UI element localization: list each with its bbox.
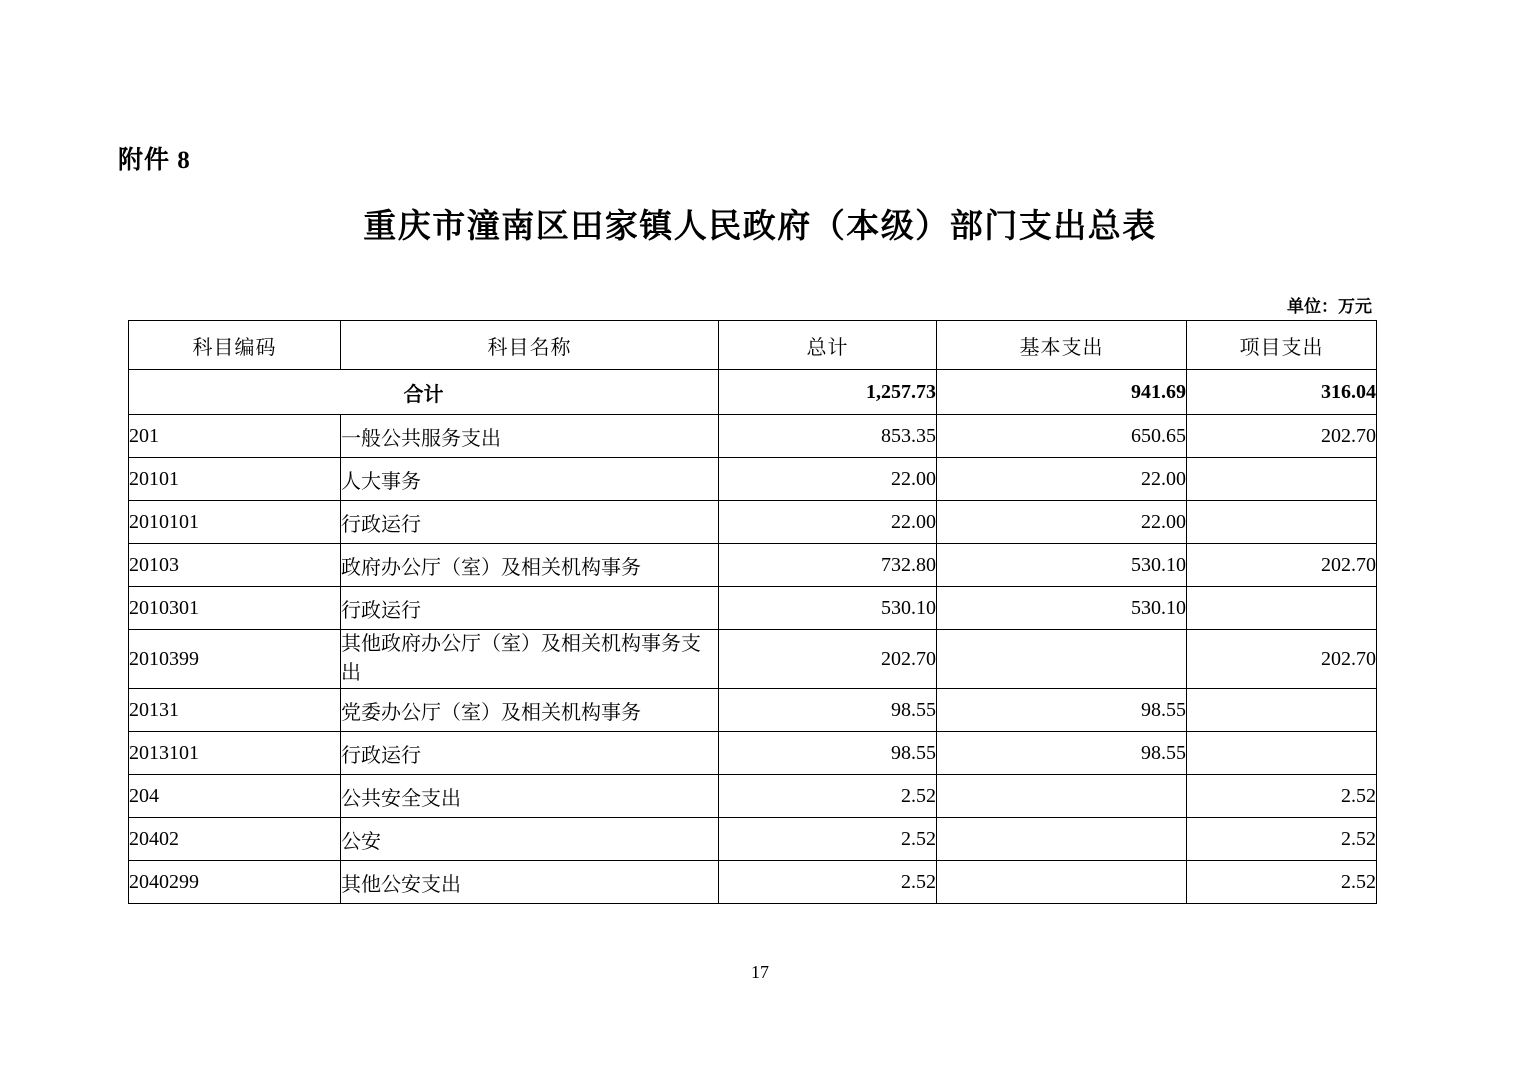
cell-name: 党委办公厅（室）及相关机构事务 xyxy=(341,689,719,732)
column-header-code: 科目编码 xyxy=(129,321,341,370)
cell-code: 204 xyxy=(129,775,341,818)
cell-project xyxy=(1187,587,1377,630)
cell-name: 行政运行 xyxy=(341,501,719,544)
cell-code: 2010399 xyxy=(129,630,341,689)
cell-basic: 650.65 xyxy=(937,415,1187,458)
cell-name: 人大事务 xyxy=(341,458,719,501)
cell-project xyxy=(1187,458,1377,501)
cell-code: 2010101 xyxy=(129,501,341,544)
table-row xyxy=(129,587,1377,630)
table-row xyxy=(129,544,1377,587)
table-row-total xyxy=(129,370,1377,415)
cell-project xyxy=(1187,732,1377,775)
cell-code: 20103 xyxy=(129,544,341,587)
cell-code: 201 xyxy=(129,415,341,458)
cell-basic: 98.55 xyxy=(937,732,1187,775)
page-number: 17 xyxy=(751,962,769,982)
cell-basic: 22.00 xyxy=(937,501,1187,544)
cell-code: 20101 xyxy=(129,458,341,501)
cell-name: 其他政府办公厅（室）及相关机构事务支出 xyxy=(341,630,719,689)
table-row xyxy=(129,861,1377,904)
cell-code: 2040299 xyxy=(129,861,341,904)
cell-basic: 98.55 xyxy=(937,689,1187,732)
cell-total: 732.80 xyxy=(719,544,937,587)
cell-project: 202.70 xyxy=(1187,630,1377,689)
cell-total: 2.52 xyxy=(719,775,937,818)
unit-note: 单位：万元 xyxy=(1287,297,1372,316)
expenditure-table xyxy=(128,320,1377,904)
cell-basic: 22.00 xyxy=(937,458,1187,501)
cell-name: 行政运行 xyxy=(341,587,719,630)
cell-name: 政府办公厅（室）及相关机构事务 xyxy=(341,544,719,587)
cell-project: 2.52 xyxy=(1187,861,1377,904)
table-row xyxy=(129,732,1377,775)
column-header-name: 科目名称 xyxy=(341,321,719,370)
page-title: 重庆市潼南区田家镇人民政府（本级）部门支出总表 xyxy=(363,209,1157,245)
cell-total: 202.70 xyxy=(719,630,937,689)
cell-total: 98.55 xyxy=(719,732,937,775)
total-label: 合计 xyxy=(129,370,719,415)
table-body xyxy=(129,370,1377,904)
cell-name: 一般公共服务支出 xyxy=(341,415,719,458)
table-row xyxy=(129,630,1377,689)
cell-project xyxy=(1187,689,1377,732)
cell-basic: 530.10 xyxy=(937,587,1187,630)
cell-total: 2.52 xyxy=(719,861,937,904)
cell-project: 202.70 xyxy=(1187,544,1377,587)
cell-total: 530.10 xyxy=(719,587,937,630)
cell-code: 2013101 xyxy=(129,732,341,775)
total-project: 316.04 xyxy=(1187,370,1377,415)
cell-basic xyxy=(937,818,1187,861)
cell-name: 公共安全支出 xyxy=(341,775,719,818)
cell-name: 公安 xyxy=(341,818,719,861)
column-header-basic: 基本支出 xyxy=(937,321,1187,370)
cell-basic: 530.10 xyxy=(937,544,1187,587)
table-row xyxy=(129,501,1377,544)
cell-code: 2010301 xyxy=(129,587,341,630)
cell-project: 202.70 xyxy=(1187,415,1377,458)
table-row xyxy=(129,689,1377,732)
table-header-row xyxy=(129,321,1377,370)
table-row xyxy=(129,775,1377,818)
table-row xyxy=(129,458,1377,501)
column-header-total: 总计 xyxy=(719,321,937,370)
cell-name: 其他公安支出 xyxy=(341,861,719,904)
attachment-label: 附件 8 xyxy=(118,147,191,174)
cell-basic xyxy=(937,775,1187,818)
cell-project xyxy=(1187,501,1377,544)
table-row xyxy=(129,415,1377,458)
table-row xyxy=(129,818,1377,861)
total-basic: 941.69 xyxy=(937,370,1187,415)
cell-project: 2.52 xyxy=(1187,775,1377,818)
cell-code: 20131 xyxy=(129,689,341,732)
cell-name: 行政运行 xyxy=(341,732,719,775)
cell-total: 98.55 xyxy=(719,689,937,732)
cell-basic xyxy=(937,630,1187,689)
cell-total: 22.00 xyxy=(719,458,937,501)
cell-code: 20402 xyxy=(129,818,341,861)
cell-project: 2.52 xyxy=(1187,818,1377,861)
cell-total: 2.52 xyxy=(719,818,937,861)
cell-total: 853.35 xyxy=(719,415,937,458)
cell-basic xyxy=(937,861,1187,904)
total-total: 1,257.73 xyxy=(719,370,937,415)
column-header-project: 项目支出 xyxy=(1187,321,1377,370)
cell-total: 22.00 xyxy=(719,501,937,544)
